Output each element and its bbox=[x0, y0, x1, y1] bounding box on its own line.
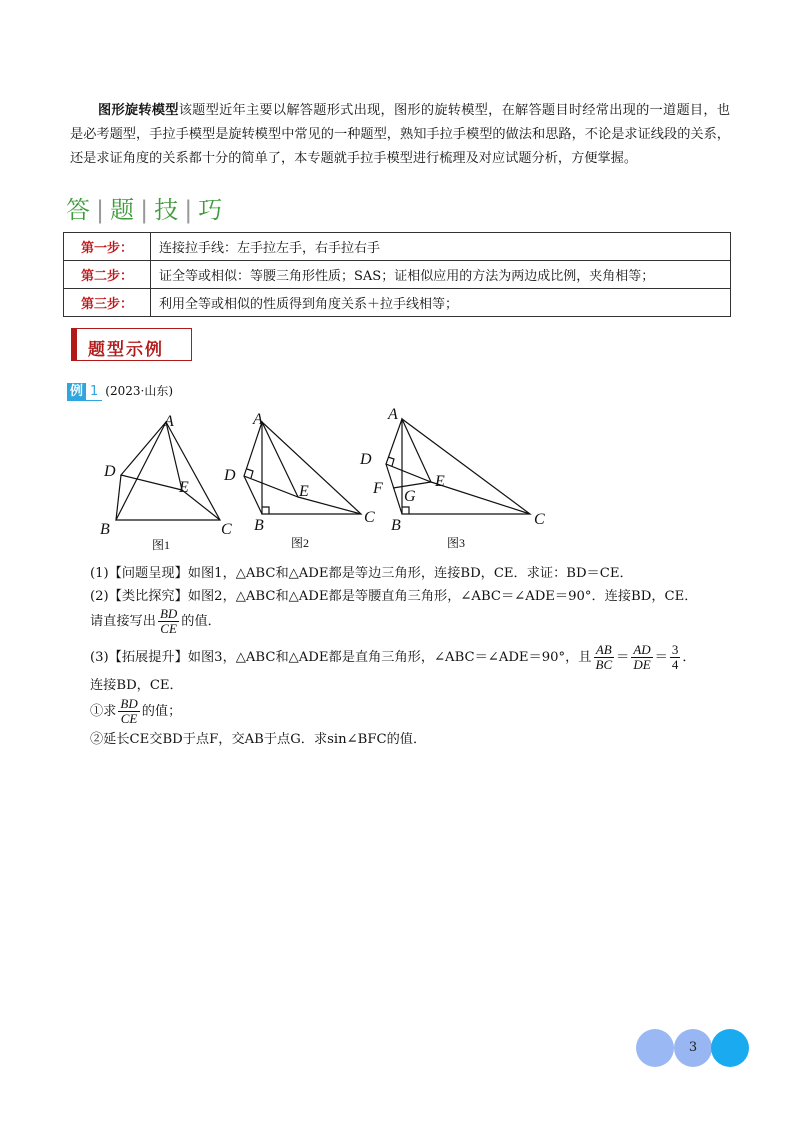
step-text: 证全等或相似：等腰三角形性质；SAS；证相似应用的方法为两边成比例，夹角相等； bbox=[151, 261, 731, 289]
fraction-numerator: AB bbox=[594, 643, 615, 658]
step-row-1 bbox=[64, 233, 731, 261]
example-number: 1 bbox=[86, 383, 102, 401]
fig3-label-g: G bbox=[404, 488, 416, 505]
fraction-numerator: BD bbox=[159, 606, 178, 621]
fig1-label-a: A bbox=[164, 413, 174, 430]
pager-circle-right bbox=[711, 1029, 749, 1067]
pager-circle-left bbox=[636, 1029, 674, 1067]
fraction-3-4 bbox=[670, 643, 681, 672]
fig3-label-d: D bbox=[360, 451, 372, 468]
intro-paragraph bbox=[70, 99, 730, 171]
fig2-label-e: E bbox=[299, 483, 309, 500]
fraction-denominator: CE bbox=[120, 711, 138, 726]
fraction-numerator: AD bbox=[633, 642, 651, 657]
step-text: 利用全等或相似的性质得到角度关系＋拉手线相等； bbox=[151, 289, 731, 317]
question-3 bbox=[90, 643, 696, 672]
step-label: 第一步： bbox=[64, 233, 151, 261]
fraction-ad-de bbox=[631, 643, 652, 672]
fig2-label-d: D bbox=[224, 467, 236, 484]
page-number: 3 bbox=[688, 1040, 698, 1055]
fig3-label-c: C bbox=[534, 511, 545, 528]
q3-prefix: (3)【拓展提升】如图3，△ABC和△ADE都是直角三角形，∠ABC＝∠ADE＝90°，且 bbox=[90, 650, 592, 665]
fig3-caption: 图3 bbox=[447, 536, 466, 550]
intro-lead: 图形旋转模型 bbox=[98, 103, 179, 118]
fig1-label-e: E bbox=[179, 479, 189, 496]
fraction-bd-ce bbox=[158, 607, 179, 636]
fraction-numerator: BD bbox=[120, 696, 138, 711]
fig3-label-f: F bbox=[373, 480, 383, 497]
tips-char-3: 技 bbox=[154, 196, 181, 224]
fig1-label-c: C bbox=[221, 521, 232, 538]
q2-suffix: 的值． bbox=[181, 614, 221, 629]
section-banner bbox=[71, 328, 192, 361]
fraction-denominator: DE bbox=[633, 657, 651, 672]
example-tag bbox=[67, 380, 173, 398]
q2-prefix: 请直接写出 bbox=[90, 614, 156, 629]
step-text: 连接拉手线：左手拉左手，右手拉右手 bbox=[151, 233, 731, 261]
page-number-badge bbox=[636, 1029, 750, 1067]
step-label: 第二步： bbox=[64, 261, 151, 289]
q3-suffix: ． bbox=[682, 650, 696, 665]
question-2: (2)【类比探究】如图2，△ABC和△ADE都是等腰直角三角形，∠ABC＝∠ADE＝90°．连接BD，CE． bbox=[90, 589, 698, 604]
fig3-label-e: E bbox=[435, 473, 445, 490]
step-label: 第三步： bbox=[64, 289, 151, 317]
step-row-3 bbox=[64, 289, 731, 317]
fig2-label-c: C bbox=[364, 509, 375, 526]
fig1-caption: 图1 bbox=[152, 538, 171, 552]
equals-sign: ＝ bbox=[616, 650, 630, 665]
fraction-numerator: 3 bbox=[671, 642, 679, 657]
fig2-label-a: A bbox=[253, 411, 263, 428]
question-3-connect: 连接BD，CE． bbox=[90, 678, 183, 693]
example-label: 例 bbox=[67, 383, 86, 401]
intro-text: 该题型近年主要以解答题形式出现，图形的旋转模型，在解答题目时经常出现的一道题目，也是必考题型，手拉手模型是旋转模型中常见的一种题型，熟知手拉手模型的做法和思路，不论是求证线段的关系，还是求证角度的关系都十分的简单了，本专题就手拉手模型进行梳理及对应试题分析，方便掌握。 bbox=[70, 103, 731, 166]
fig3-label-a: A bbox=[388, 406, 398, 423]
fig3-label-b: B bbox=[391, 517, 401, 534]
tips-char-4: 巧 bbox=[198, 196, 225, 224]
tips-heading: 答 | 题 | 技 | 巧 bbox=[66, 196, 225, 224]
sub-question-1 bbox=[90, 697, 181, 726]
steps-table bbox=[63, 232, 731, 317]
figure-1 bbox=[116, 422, 220, 520]
fig2-caption: 图2 bbox=[291, 536, 310, 550]
sub1-prefix: ①求 bbox=[90, 704, 117, 719]
fig1-label-b: B bbox=[100, 521, 110, 538]
fraction-denominator: BC bbox=[595, 657, 613, 672]
fraction-denominator: CE bbox=[160, 621, 177, 636]
example-source: (2023·山东) bbox=[105, 384, 174, 398]
tips-char-1: 答 bbox=[66, 196, 92, 224]
equals-sign: ＝ bbox=[654, 650, 668, 665]
sub-question-2: ②延长CE交BD于点F，交AB于点G．求sin∠BFC的值． bbox=[90, 732, 427, 747]
figure-2 bbox=[244, 422, 361, 514]
fraction-ab-bc bbox=[594, 643, 615, 672]
question-2-ask bbox=[90, 607, 221, 636]
fraction-bd-ce-2 bbox=[118, 697, 139, 726]
fraction-denominator: 4 bbox=[671, 657, 679, 672]
banner-text: 题型示例 bbox=[88, 340, 164, 360]
tips-char-2: 题 bbox=[110, 196, 137, 224]
figures bbox=[90, 402, 560, 552]
question-1: (1)【问题呈现】如图1，△ABC和△ADE都是等边三角形，连接BD，CE．求证：BD＝CE． bbox=[90, 566, 633, 581]
step-row-2 bbox=[64, 261, 731, 289]
sub1-suffix: 的值； bbox=[141, 704, 182, 719]
fig1-label-d: D bbox=[104, 463, 116, 480]
fig2-label-b: B bbox=[254, 517, 264, 534]
banner-accent-bar bbox=[72, 329, 77, 360]
